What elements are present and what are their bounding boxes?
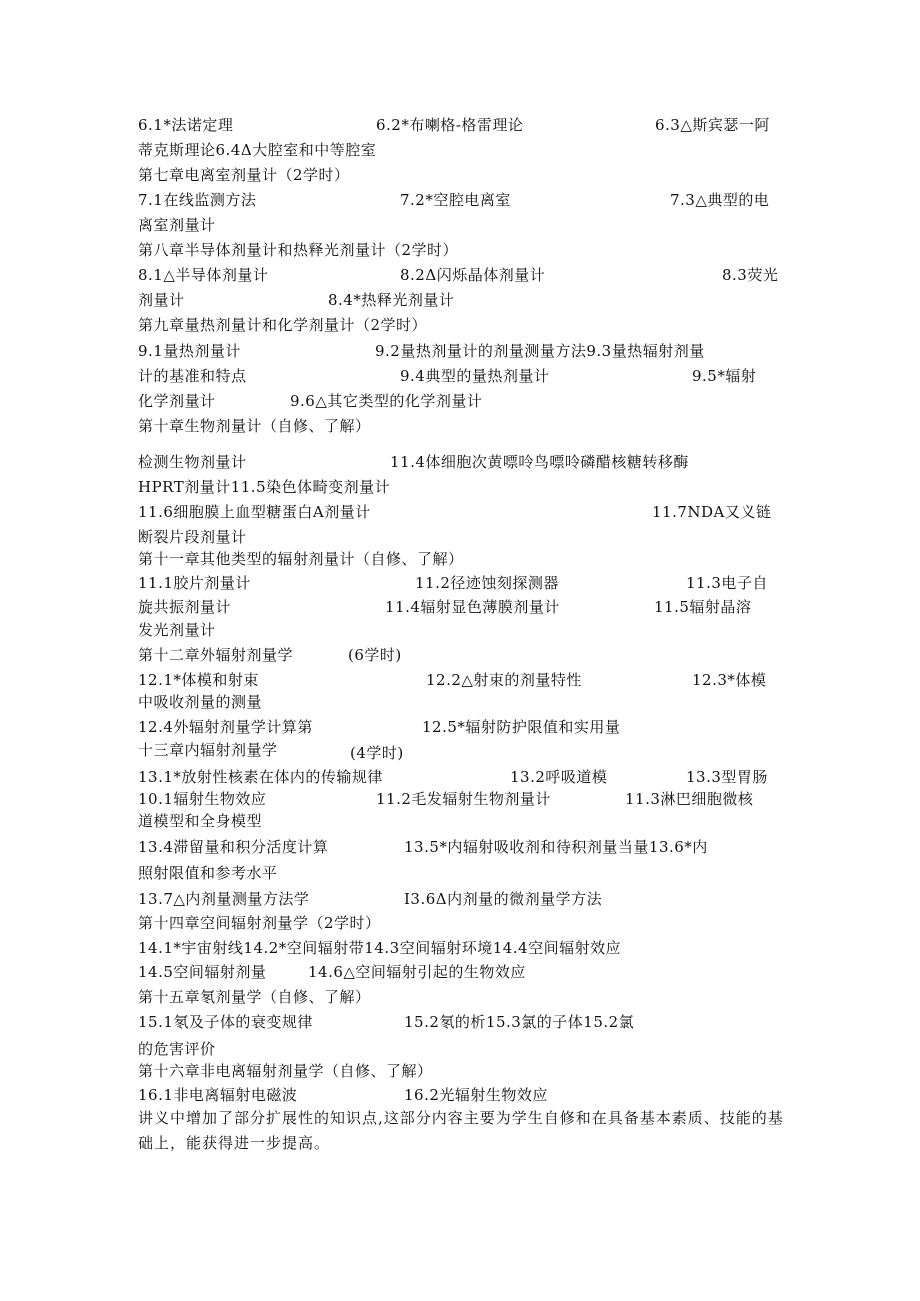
text-line xyxy=(0,341,920,367)
chapter-heading xyxy=(0,1061,920,1087)
text-segment: 9.2量热剂量计的剂量测量方法9.3量热辐射剂量 xyxy=(375,342,705,360)
text-line xyxy=(0,366,920,392)
text-segment: 7.3△典型的电 xyxy=(670,191,770,209)
text-segment: I3.6Δ内剂量的微剂量学方法 xyxy=(404,890,603,908)
text-segment: (6学时) xyxy=(348,646,402,664)
text-segment: 13.3型胃肠 xyxy=(686,768,768,786)
text-segment: 8.4*热释光剂量计 xyxy=(328,291,455,309)
text-segment: 12.4外辐射剂量学计算第 xyxy=(138,718,313,736)
text-segment: 第十二章外辐射剂量学 xyxy=(138,646,294,664)
text-segment: 化学剂量计 xyxy=(138,392,216,410)
text-segment: 11.6细胞膜上血型糖蛋白A剂量计 xyxy=(138,503,371,521)
text-line xyxy=(0,863,920,889)
text-line xyxy=(0,391,920,417)
text-segment: 14.5空间辐射剂量 xyxy=(138,963,267,981)
text-line xyxy=(0,889,920,915)
text-segment: 旋共振剂量计 xyxy=(138,598,232,616)
text-segment: 第九章量热剂量计和化学剂量计（2学时） xyxy=(138,316,428,334)
text-segment: 10.1辐射生物效应 xyxy=(138,790,267,808)
text-segment: 6.2*布喇格-格雷理论 xyxy=(376,116,524,134)
text-line xyxy=(0,620,920,646)
text-segment: 16.1非电离辐射电磁波 xyxy=(138,1086,298,1104)
text-segment: 第七章电离室剂量计（2学时） xyxy=(138,166,350,184)
text-segment: 11.1胶片剂量计 xyxy=(138,574,251,592)
chapter-heading xyxy=(0,416,920,442)
text-segment: 蒂克斯理论6.4Δ大腔室和中等腔室 xyxy=(138,141,377,159)
text-line xyxy=(0,938,920,964)
text-segment: 11.4辐射显色薄膜剂量计 xyxy=(385,598,560,616)
text-segment: 11.2径迹蚀刻探测器 xyxy=(415,574,559,592)
text-segment: 9.4典型的量热剂量计 xyxy=(400,367,550,385)
text-segment: 8.1△半导体剂量计 xyxy=(138,266,269,284)
text-segment: 11.3淋巴细胞微核 xyxy=(625,790,754,808)
text-segment: 第十四章空间辐射剂量学（2学时） xyxy=(138,914,381,932)
text-segment: 十三章内辐射剂量学 xyxy=(138,741,278,759)
text-segment: 计的基准和特点 xyxy=(138,367,247,385)
closing-paragraph: 讲义中增加了部分扩展性的知识点,这部分内容主要为学生自修和在具备基本素质、技能的基础上，能获得进一步提高。 xyxy=(138,1109,784,1152)
chapter-heading xyxy=(0,987,920,1013)
text-line xyxy=(0,502,920,528)
text-segment: 6.1*法诺定理 xyxy=(138,116,234,134)
text-segment: 中吸收剂量的测量 xyxy=(138,693,263,711)
text-segment: 11.4体细胞次黄嘌呤鸟嘌呤磷醋核糖转移酶 xyxy=(390,453,689,471)
text-segment: 7.1在线监测方法 xyxy=(138,191,257,209)
text-segment: 第十一章其他类型的辐射剂量计（自修、了解） xyxy=(138,550,464,568)
text-segment: 11.5辐射晶溶 xyxy=(654,598,752,616)
text-segment: 发光剂量计 xyxy=(138,621,216,639)
text-segment: 7.2*空腔电离室 xyxy=(400,191,511,209)
text-segment: 13.4滞留量和积分活度计算 xyxy=(138,838,329,856)
text-line xyxy=(0,837,920,863)
text-line xyxy=(0,811,920,837)
text-segment: 9.1量热剂量计 xyxy=(138,342,241,360)
text-segment: 8.2Δ闪烁晶体剂量计 xyxy=(400,266,546,284)
text-segment: 12.5*辐射防护限值和实用量 xyxy=(422,718,621,736)
text-segment: 剂量计 xyxy=(138,291,185,309)
text-segment: 14.6△空间辐射引起的生物效应 xyxy=(308,963,526,981)
text-segment: 11.3电子自 xyxy=(686,574,768,592)
text-segment: 13.5*内辐射吸收剂和待积剂量当量13.6*内 xyxy=(404,838,708,856)
text-segment: 第八章半导体剂量计和热释光剂量计（2学时） xyxy=(138,241,459,259)
text-segment: 12.3*体模 xyxy=(692,671,767,689)
text-line xyxy=(0,1012,920,1038)
text-segment: 检测生物剂量计 xyxy=(138,453,247,471)
text-segment: 离室剂量计 xyxy=(138,216,216,234)
text-segment: 断裂片段剂量计 xyxy=(138,528,247,546)
text-segment: HPRT剂量计11.5染色体畸变剂量计 xyxy=(138,478,391,496)
text-segment: (4学时) xyxy=(350,744,404,762)
text-segment: 14.1*宇宙射线14.2*空间辐射带14.3空间辐射环境14.4空间辐射效应 xyxy=(138,939,622,957)
text-line xyxy=(0,452,920,478)
text-line xyxy=(0,265,920,291)
chapter-heading xyxy=(0,549,920,575)
text-line xyxy=(0,573,920,599)
text-segment: 13.2呼吸道模 xyxy=(510,768,608,786)
text-segment: 12.1*体模和射束 xyxy=(138,671,259,689)
text-line xyxy=(0,215,920,241)
text-segment: 道模型和全身模型 xyxy=(138,812,263,830)
text-segment: 15.1氡及子体的衰变规律 xyxy=(138,1013,313,1031)
text-line xyxy=(0,140,920,166)
text-segment: 11.7NDA又义链 xyxy=(652,503,772,521)
text-segment: 6.3△斯宾瑟一阿 xyxy=(655,116,770,134)
text-segment: 照射限值和参考水平 xyxy=(138,864,278,882)
text-segment: 9.5*辐射 xyxy=(692,367,757,385)
text-segment: 13.1*放射性核素在体内的传输规律 xyxy=(138,768,383,786)
chapter-heading xyxy=(0,315,920,341)
text-line xyxy=(0,290,920,316)
text-segment: 12.2△射束的剂量特性 xyxy=(426,671,582,689)
chapter-heading xyxy=(0,240,920,266)
text-line xyxy=(0,190,920,216)
text-segment: 11.2毛发辐射生物剂量计 xyxy=(376,790,551,808)
text-line xyxy=(0,115,920,141)
text-segment: 16.2光辐射生物效应 xyxy=(404,1086,548,1104)
chapter-heading xyxy=(0,165,920,191)
text-segment: 第十六章非电离辐射剂量学（自修、了解） xyxy=(138,1062,433,1080)
chapter-heading xyxy=(0,740,920,766)
text-line xyxy=(0,962,920,988)
text-line xyxy=(0,477,920,503)
chapter-heading xyxy=(0,645,920,671)
text-segment: 15.2氡的析15.3氯的子体15.2氯 xyxy=(404,1013,635,1031)
text-segment: 的危害评价 xyxy=(138,1040,216,1058)
text-line xyxy=(0,692,920,718)
text-segment: 第十章生物剂量计（自修、了解） xyxy=(138,417,371,435)
text-segment: 第十五章氡剂量学（自修、了解） xyxy=(138,988,371,1006)
chapter-heading xyxy=(0,913,920,939)
text-segment: 8.3荧光 xyxy=(722,266,779,284)
text-segment: 13.7△内剂量测量方法学 xyxy=(138,890,310,908)
text-segment: 9.6△其它类型的化学剂量计 xyxy=(290,392,483,410)
